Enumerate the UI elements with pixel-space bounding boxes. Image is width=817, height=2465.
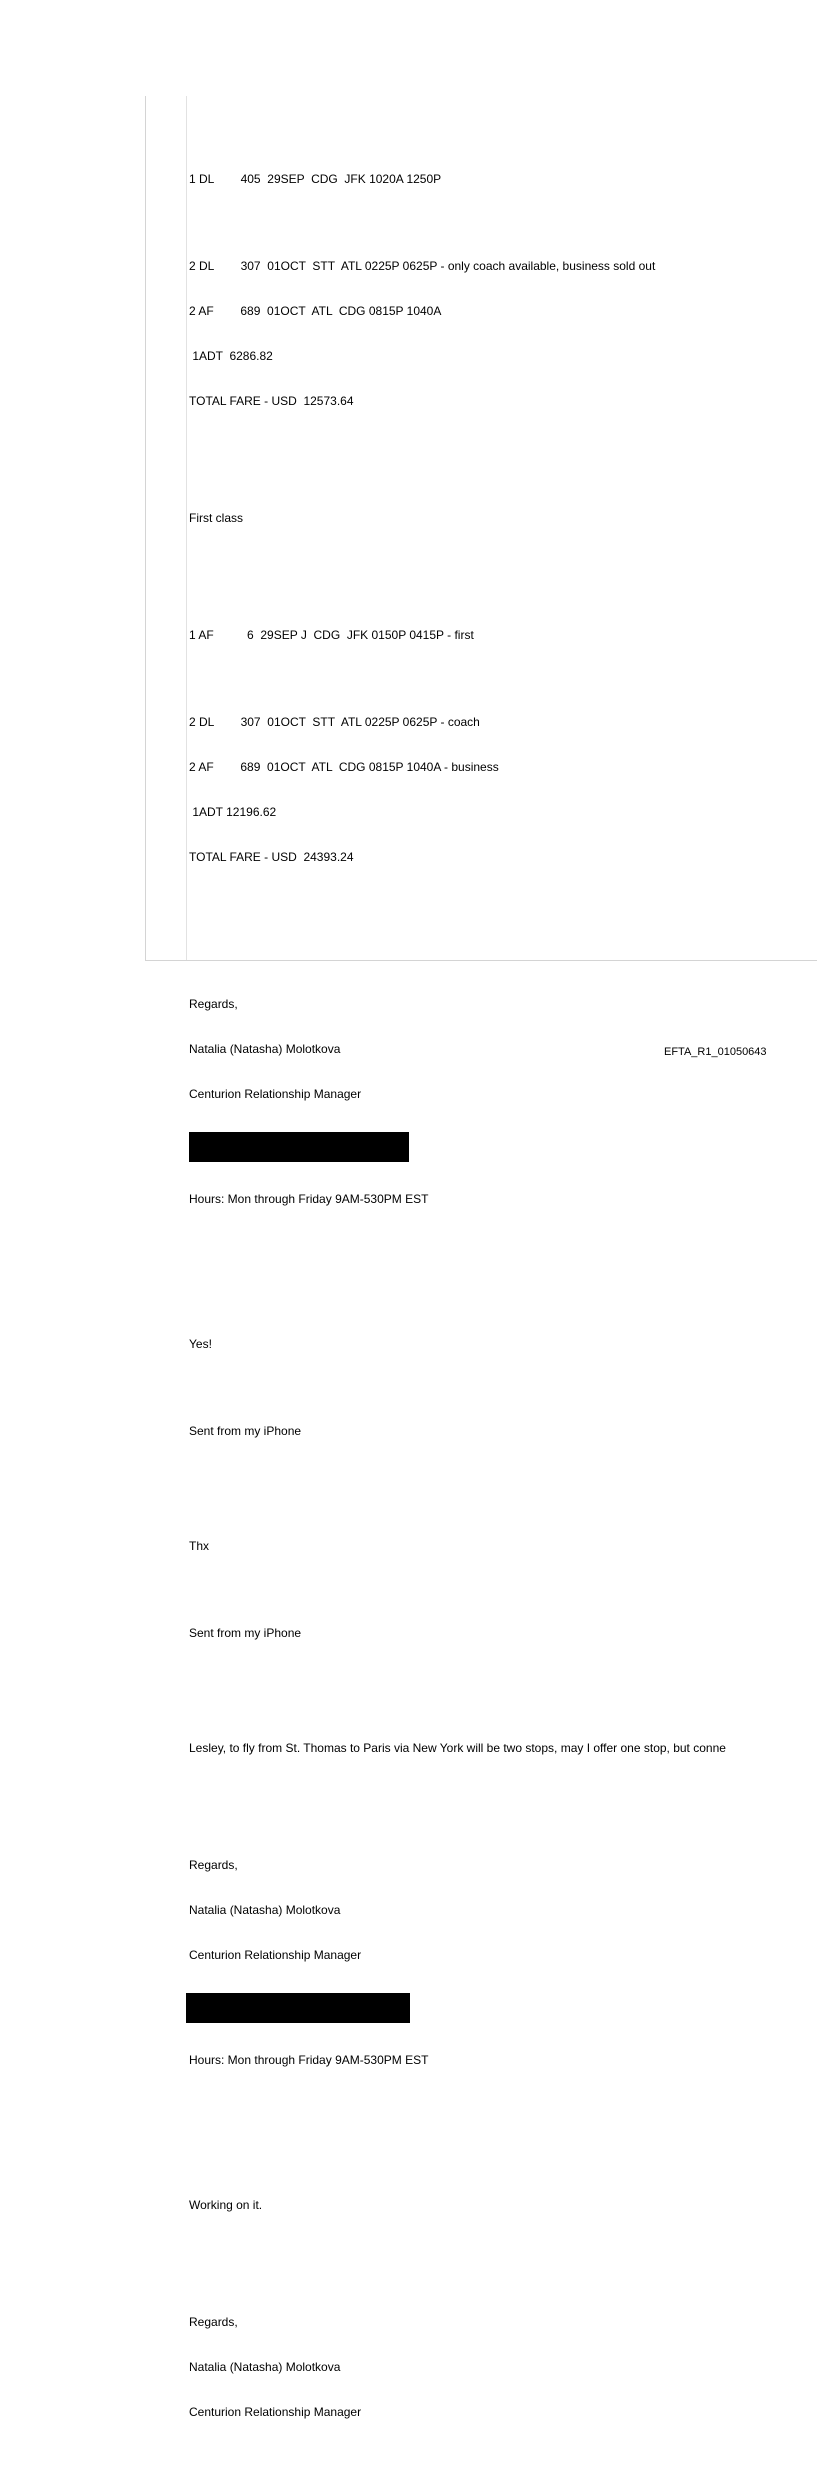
reply-message: Working on it. [189,2198,263,2212]
total-fare: TOTAL FARE - USD 12573.64 [189,394,354,408]
document-id: EFTA_R1_01050643 [664,1046,767,1058]
email-message-body: Lesley, to fly from St. Thomas to Paris via New York will be two stops, may I offer one stop, but conne [189,1741,726,1755]
signature-block [189,1828,816,2098]
sent-from-device: Sent from my iPhone [189,1424,302,1438]
signature-title: Centurion Relationship Manager [189,2405,362,2419]
signature-name: Natalia (Natasha) Molotkova [189,1903,341,1917]
reply-message: Thx [189,1539,210,1553]
total-fare: TOTAL FARE - USD 24393.24 [189,850,354,864]
sent-from-device: Sent from my iPhone [189,1626,302,1640]
signature-title: Centurion Relationship Manager [189,1087,362,1101]
flight-segment: 2 AF 689 01OCT ATL CDG 0815P 1040A [189,304,442,318]
signature-title: Centurion Relationship Manager [189,1948,362,1962]
signature-name: Natalia (Natasha) Molotkova [189,1042,341,1056]
flight-segment: 1 AF 6 29SEP J CDG JFK 0150P 0415P - first [189,628,474,642]
signature-regards: Regards, [189,997,238,1011]
signature-regards: Regards, [189,2315,238,2329]
flight-segment: 2 AF 689 01OCT ATL CDG 0815P 1040A - business [189,760,499,774]
signature-regards: Regards, [189,1858,238,1872]
redaction-box [189,1132,409,1162]
adult-fare: 1ADT 6286.82 [189,349,273,363]
reply-message: Yes! [189,1337,212,1351]
signature-hours: Hours: Mon through Friday 9AM-530PM EST [189,2053,429,2067]
flight-segment: 1 DL 405 29SEP CDG JFK 1020A 1250P [189,172,442,186]
signature-name: Natalia (Natasha) Molotkova [189,2360,341,2374]
quote-divider [186,96,187,960]
signature-hours: Hours: Mon through Friday 9AM-530PM EST [189,1192,429,1206]
email-thread-content [189,112,816,2465]
redaction-box [186,1993,410,2023]
adult-fare: 1ADT 12196.62 [189,805,277,819]
fare-option-coach [189,142,816,439]
signature-block [189,967,816,1237]
fare-option-first [189,598,816,895]
flight-segment: 2 DL 307 01OCT STT ATL 0225P 0625P - only coach available, business sold out [189,259,656,273]
first-class-heading: First class [189,511,243,525]
signature-block [189,2285,816,2450]
flight-segment: 2 DL 307 01OCT STT ATL 0225P 0625P - coach [189,715,480,729]
